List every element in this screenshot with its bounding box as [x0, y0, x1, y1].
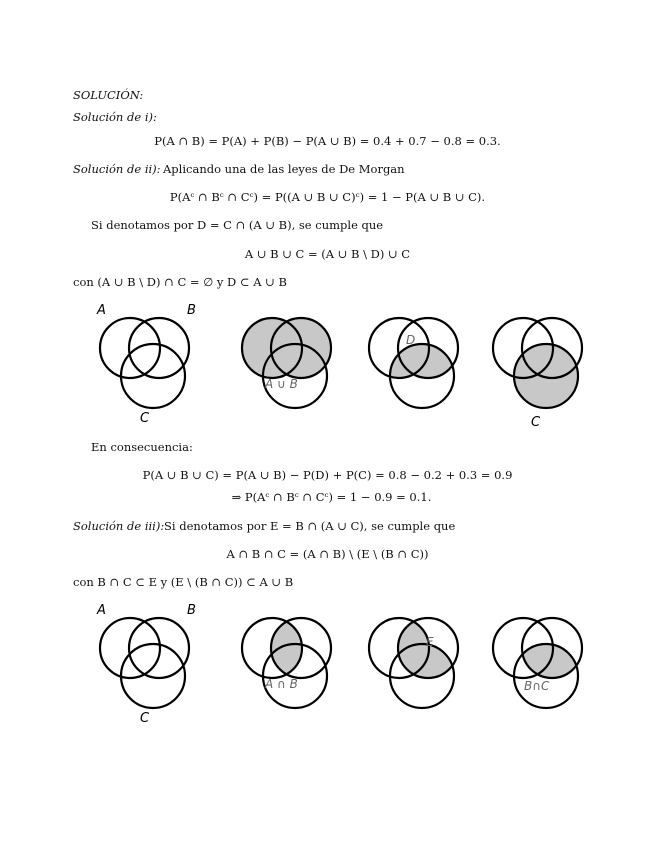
label-intersection-ab: A ∩ B — [265, 677, 298, 691]
circle-c — [121, 344, 185, 408]
venn-c — [488, 300, 598, 430]
circle-c — [121, 644, 185, 708]
venn-abc-plain — [95, 300, 205, 425]
venn-union-ab — [237, 300, 347, 425]
part-ii-equation4: ⇒ P(Aᶜ ∩ Bᶜ ∩ Cᶜ) = 1 − 0.9 = 0.1. — [231, 490, 432, 504]
part-ii-text1: Si denotamos por D = C ∩ (A ∪ B), se cumple que — [91, 218, 384, 232]
part-iii-equation1: A ∩ B ∩ C = (A ∩ B) \ (E \ (B ∩ C)) — [226, 547, 429, 561]
part-ii-equation2: A ∪ B ∪ C = (A ∪ B \ D) ∪ C — [244, 247, 411, 261]
label-c: C — [140, 711, 150, 726]
venn-abc-plain-2 — [95, 600, 205, 725]
venn-intersection-bc — [488, 600, 598, 725]
label-c: C — [531, 415, 541, 430]
part-iii-label: Solución de iii): — [73, 519, 165, 533]
label-d: D — [406, 333, 416, 347]
shaded-region-union — [242, 318, 331, 378]
part-i-equation: P(A ∩ B) = P(A) + P(B) − P(A ∪ B) = 0.4 + 0.7 − 0.8 = 0.3. — [154, 134, 501, 148]
shaded-region-e — [369, 618, 454, 708]
part-iii-text2: con B ∩ C ⊂ E y (E \ (B ∩ C)) ⊂ A ∪ B — [73, 575, 294, 589]
label-a: A — [97, 603, 106, 618]
part-ii-text2: con (A ∪ B \ D) ∩ C = ∅ y D ⊂ A ∪ B — [73, 275, 287, 289]
consequence-text: En consecuencia: — [91, 440, 193, 454]
part-iii-text1: Si denotamos por E = B ∩ (A ∪ C), se cumple que — [164, 519, 456, 533]
label-b: B — [187, 603, 196, 618]
label-c: C — [140, 411, 150, 426]
part-i-label: Solución de i): — [73, 110, 157, 124]
label-b: B — [187, 303, 196, 318]
venn-intersection-ab — [237, 600, 347, 725]
solution-heading: SOLUCIÓN: — [73, 88, 144, 102]
label-a: A — [97, 303, 106, 318]
part-ii-equation1: P(Aᶜ ∩ Bᶜ ∩ Cᶜ) = P((A ∪ B ∪ C)ᶜ) = 1 − P(A ∪ B ∪ C). — [169, 190, 486, 204]
part-ii-equation3: P(A ∪ B ∪ C) = P(A ∪ B) − P(D) + P(C) = 0.8 − 0.2 + 0.3 = 0.9 — [142, 468, 513, 482]
label-e: E — [426, 635, 434, 649]
part-ii-intro: Aplicando una de las leyes de De Morgan — [163, 162, 405, 176]
label-intersection-bc: B∩C — [524, 679, 550, 693]
venn-d — [364, 300, 474, 425]
shaded-region-d — [369, 318, 458, 378]
venn-e — [364, 600, 474, 725]
label-union: A ∪ B — [265, 377, 298, 391]
part-ii-label: Solución de ii): — [73, 162, 161, 176]
